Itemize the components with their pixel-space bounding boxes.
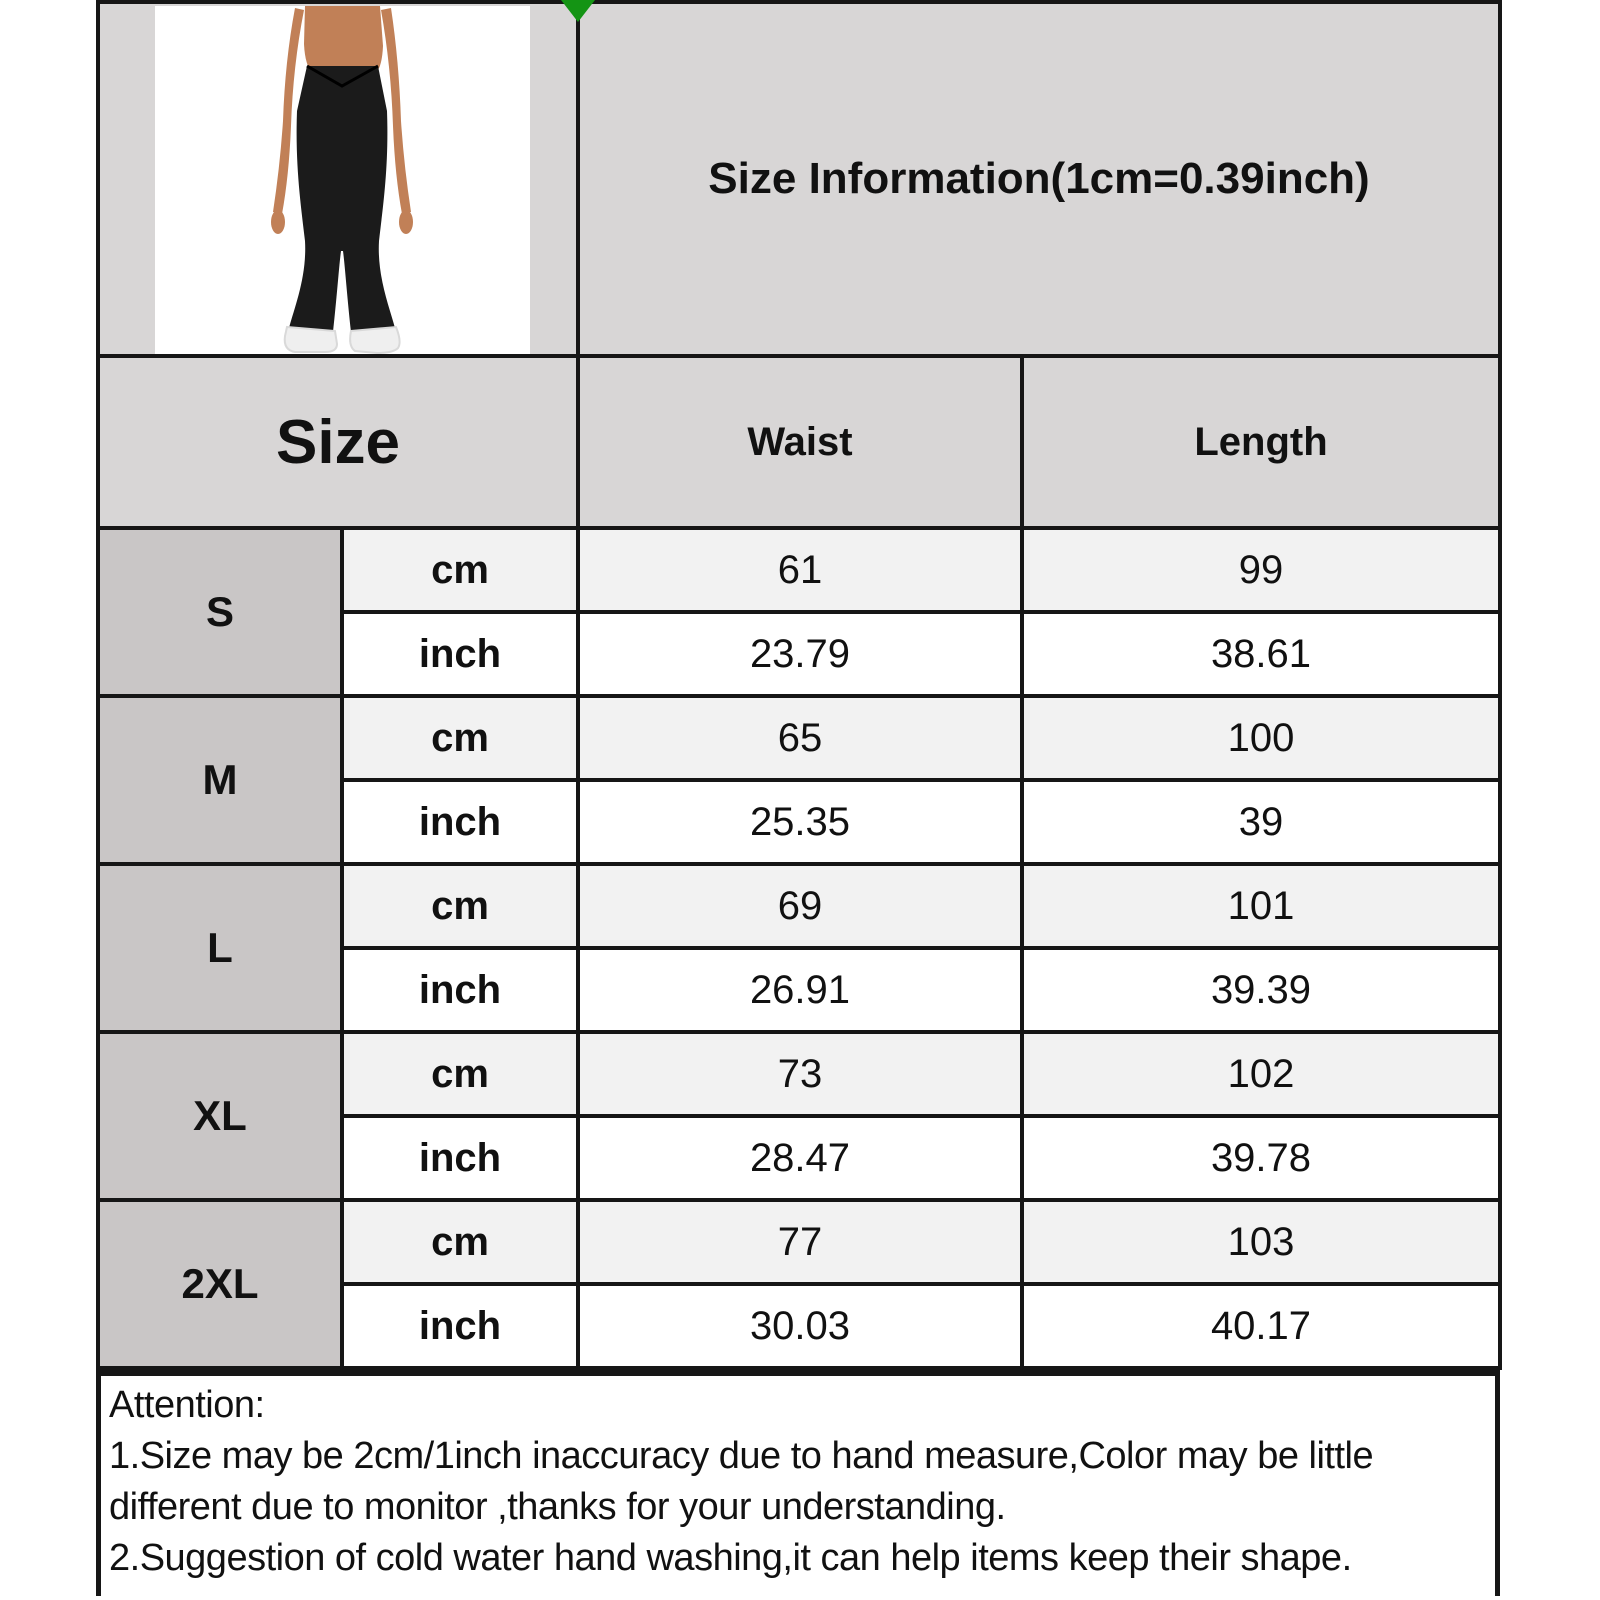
unit-label: inch <box>342 1116 578 1200</box>
unit-label: cm <box>342 864 578 948</box>
table-row-l-cm <box>98 864 1500 948</box>
length-value: 39 <box>1022 780 1500 864</box>
column-header-size: Size <box>98 356 578 528</box>
unit-label: inch <box>342 780 578 864</box>
length-value: 102 <box>1022 1032 1500 1116</box>
size-label-2xl: 2XL <box>98 1200 342 1368</box>
unit-label: inch <box>342 948 578 1032</box>
attention-note-2: 2.Suggestion of cold water hand washing,it can help items keep their shape. <box>109 1537 1352 1579</box>
waist-value: 61 <box>578 528 1022 612</box>
table-row-xl-cm <box>98 1032 1500 1116</box>
waist-value: 28.47 <box>578 1116 1022 1200</box>
waist-value: 30.03 <box>578 1284 1022 1368</box>
length-value: 38.61 <box>1022 612 1500 696</box>
unit-label: inch <box>342 1284 578 1368</box>
size-information-title: Size Information(1cm=0.39inch) <box>578 2 1500 356</box>
waist-value: 65 <box>578 696 1022 780</box>
waist-value: 69 <box>578 864 1022 948</box>
size-label-s: S <box>98 528 342 696</box>
unit-label: inch <box>342 612 578 696</box>
size-table <box>96 0 1502 1370</box>
length-value: 100 <box>1022 696 1500 780</box>
size-chart-sheet <box>96 0 1500 1596</box>
length-value: 39.78 <box>1022 1116 1500 1200</box>
product-photo-cell <box>98 2 578 356</box>
attention-note-box <box>96 1370 1500 1596</box>
waist-value: 23.79 <box>578 612 1022 696</box>
unit-label: cm <box>342 1200 578 1284</box>
unit-label: cm <box>342 696 578 780</box>
top-row <box>98 2 1500 356</box>
length-value: 103 <box>1022 1200 1500 1284</box>
unit-label: cm <box>342 528 578 612</box>
length-value: 40.17 <box>1022 1284 1500 1368</box>
table-row-s-cm <box>98 528 1500 612</box>
length-value: 39.39 <box>1022 948 1500 1032</box>
waist-value: 73 <box>578 1032 1022 1116</box>
size-label-l: L <box>98 864 342 1032</box>
unit-label: cm <box>342 1032 578 1116</box>
size-label-m: M <box>98 696 342 864</box>
table-header-row <box>98 356 1500 528</box>
length-value: 99 <box>1022 528 1500 612</box>
column-header-waist: Waist <box>578 356 1022 528</box>
waist-value: 25.35 <box>578 780 1022 864</box>
column-header-length: Length <box>1022 356 1500 528</box>
attention-note-1: 1.Size may be 2cm/1inch inaccuracy due to hand measure,Color may be little different due to monitor ,thanks for your understanding. <box>109 1435 1374 1528</box>
product-photo <box>155 6 530 354</box>
waist-value: 26.91 <box>578 948 1022 1032</box>
table-row-2xl-cm <box>98 1200 1500 1284</box>
length-value: 101 <box>1022 864 1500 948</box>
table-row-m-cm <box>98 696 1500 780</box>
attention-heading: Attention: <box>109 1384 265 1426</box>
waist-value: 77 <box>578 1200 1022 1284</box>
green-corner-marker-icon <box>561 0 595 22</box>
flare-leggings-model-illustration <box>155 6 530 354</box>
size-label-xl: XL <box>98 1032 342 1200</box>
